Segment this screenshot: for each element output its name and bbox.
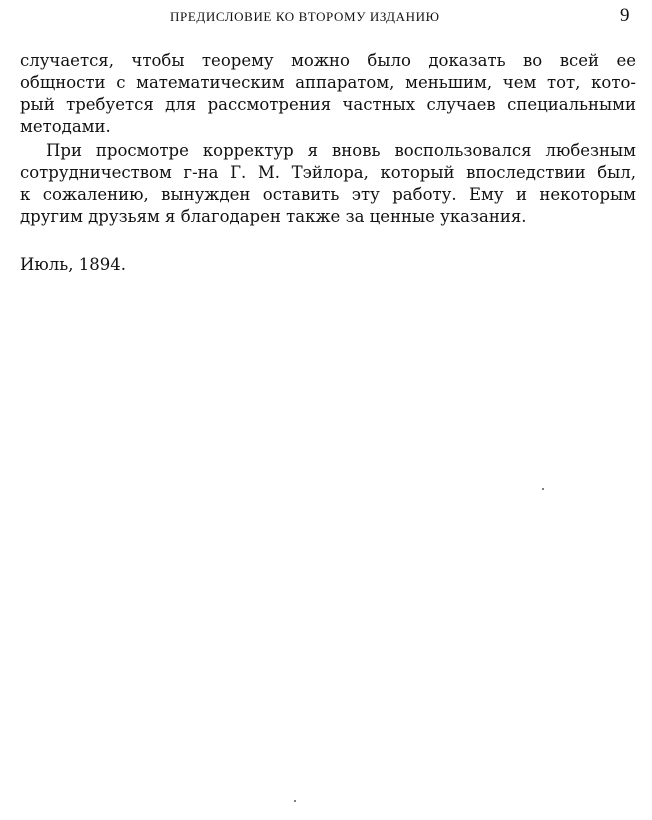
text-line: методами. (20, 117, 111, 136)
text-line: сотрудничеством г-на Г. М. Тэйлора, который впоследствии был, (20, 163, 636, 182)
page-number: 9 (620, 5, 630, 26)
running-head-title: ПРЕДИСЛОВИЕ КО ВТОРОМУ ИЗДАНИЮ (170, 9, 440, 24)
print-speck (294, 800, 296, 802)
text-line: случается, чтобы теорему можно было доказать во всей ее (20, 51, 636, 70)
text-line: При просмотре корректур я вновь воспользовался любезным (46, 141, 636, 160)
text-line: к сожалению, вынужден оставить эту работу. Ему и некоторым (20, 185, 636, 204)
text-line: рый требуется для рассмотрения частных случаев специальными (20, 95, 636, 114)
text-line: общности с математическим аппаратом, меньшим, чем тот, кото- (20, 73, 636, 92)
print-speck (542, 488, 544, 490)
date-line: Июль, 1894. (20, 255, 126, 274)
text-line: другим друзьям я благодарен также за ценные указания. (20, 207, 527, 226)
